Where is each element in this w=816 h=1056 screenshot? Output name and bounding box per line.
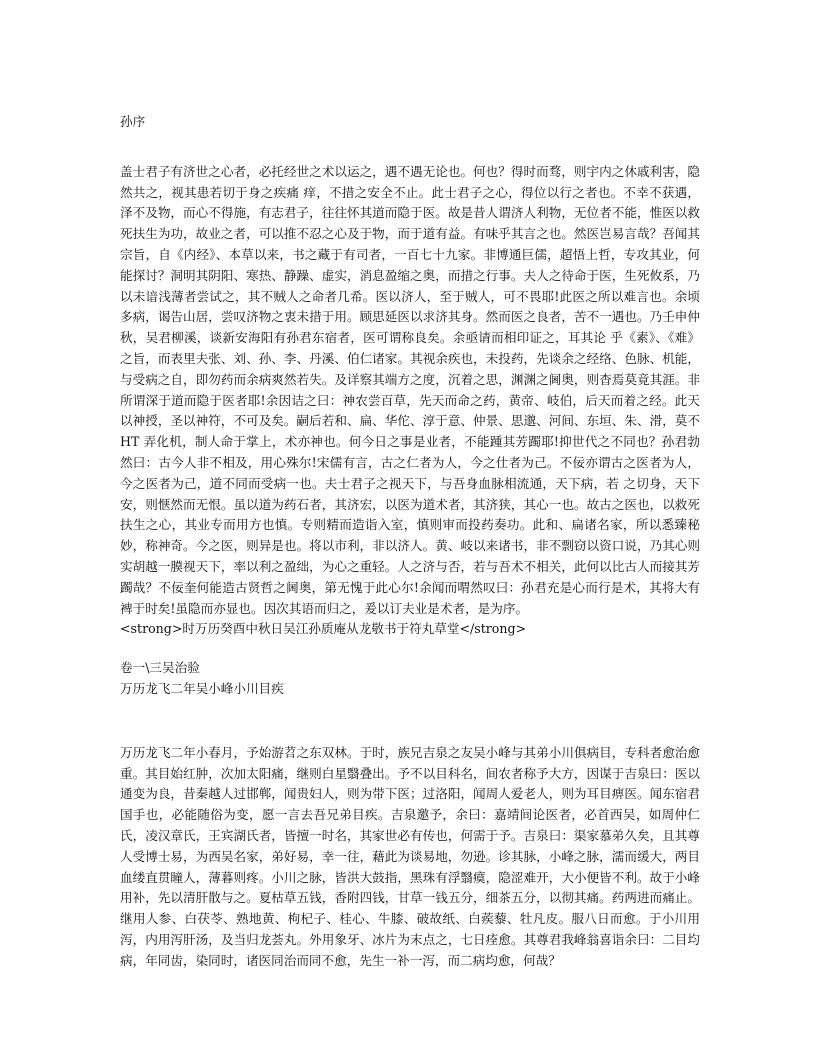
document-page xyxy=(120,112,700,971)
case-body: 万历龙飞二年小春月，予始游苕之东双林。于时，族兄吉泉之友吴小峰与其弟小川俱病目，专科者愈治愈重。其目始红肿，次加太阳痛，继则白星翳叠出。予不以目科名，间农者称予大方，因谋于吉泉曰：医以通变为良，昔秦越人过邯郸，闻贵妇人，则为带下医；过洛阳，闻周人爱老人，则为耳目痹医。闻东宿君国手也，必能随俗为变，愿一言去吾兄弟目疾。吉泉邀予，余曰：嘉靖间论医者，必首西吴，如周仲仁氏，凌汉章氏，王宾湖氏者，皆擅一时名，其家世必有传也，何需于予。吉泉曰：渠家慕弟久矣，且其尊人受博士易，为西吴名家，弟好易，幸一往，藉此为谈易地，勿逊。诊其脉，小峰之脉，濡而缓大，两目血缕直贯瞳人，薄暮则疼。小川之脉，皆洪大鼓指，黑珠有浮翳瘼，隐涩难开，大小便皆不利。故于小峰用补，先以清肝散与之。夏枯草五钱，香附四钱，甘草一钱五分，细茶五分，以彻其痛。药两进而痛止。继用人参、白茯苓、熟地黄、枸杞子、桂心、牛膝、破故纸、白蒺藜、牡凡皮。服八日而愈。于小川用泻，内用泻肝汤，及当归龙荟丸。外用象牙、冰片为末点之，七日痊愈。其尊君我峰翁喜诣余曰：二目均病，年同齿，染同时，诸医同治而同不愈，先生一补一泻，而二病均愈，何哉？ xyxy=(120,744,700,968)
preface-signature: <strong>时万历癸酉中秋日吴江孙质庵从龙敬书于符丸草堂</strong> xyxy=(120,621,527,637)
preface-body: 盖士君子有济世之心者，必托经世之术以运之，遇不遇无论也。何也？得时而骛，则宇内之休戚利害，隐然共之，视其患若切于身之疾痛 痒，不措之安全不止。此士君子之心，得位以行之者也。不幸不获遇，泽不及物，而心不得施，有志君子，往往怀其道而隐于医。故是昔人谓济人利物，无位者不能，惟医以救死扶生为功，故业之者，可以推不忍之心及于物，而于道有益。有味乎其言之也。然医岂易言哉？吾闻其宗旨，自《内经》、本草以来，书之藏于有司者，一百七十九家。非博通巨儒，超悟上哲，专攻其业，何能探讨？洞明其阴阳、寒热、静躁、虚实，消息盈缩之奥，而措之行事。夫人之待命于医，生死攸系，乃以未谙浅薄者尝试之，其不贼人之命者几希。医以济人，至于贼人，可不畏耶!此医之所以难言也。余顷多病，谒告山居，尝叹济物之衷未措于用。顾思延医以求济其身。然而医之良者，苦不一遇也。乃壬申仲秋，吴君柳溪，谈新安海阳有孙君东宿者，医可谓称良矣。余亟请而相印证之，耳其论 乎《素》、《难》之旨，而表里夫张、刘、孙、李、丹溪、伯仁诸家。其视余疾也，未投药，先谈余之经络、色脉、机能，与受病之自，即勿药而余病爽然若失。及详察其端方之度，沉着之思，渊渊之阃奥，则杳焉莫竟其涯。非所谓深于道而隐于医者耶!余因诘之曰：神农尝百草，先天而命之药，黄帝、岐伯，后天而着之经。此天以神授，圣以神符，不可及矣。嗣后若和、扁、华佗、淳于意、仲景、思邈、河间、东垣、朱、滑，莫不 HT 弄化机，制人命于掌上，术亦神也。何今日之事是业者，不能踵其芳躅耶!抑世代之不同也？孙君勃然曰：古今人非不相及，用心殊尔!宋儒有言，古之仁者为人，今之仕者为己。不佞亦谓古之医者为人，今之医者为己，道不同而受病一也。夫士君子之视天下，与吾身血脉相流通，天下病，若 之切身，天下安，则惬然而无恨。虽以道为药石者，其济宏，以医为道术者，其济狭，其心一也。故古之医也，以救死扶生之心，其业专而用方也慎。专则精而造诣入室，慎则审而投药奏功。此和、扁诸名家，所以悉臻秘妙，称神奇。今之医，则异是也。将以市利，非以济人。黄、岐以来诸书，非不剽窃以资口说，乃其心则实胡越一膜视天下，率以利之盈绌，为心之重轻。人之济与否，若与吾术不相关，此何以比古人而接其芳躅哉？不佞奎何能造古贤哲之阃奥，第无愧于此心尔!余闻而喟然叹曰：孙君充是心而行是术，其将大有裨于时矣!虽隐而亦显也。因次其语而归之，爰以订夫业是术者，是为序。 xyxy=(120,163,700,616)
volume-header xyxy=(120,658,700,700)
preface-title: 孙序 xyxy=(120,114,146,129)
case-title: 万历龙飞二年吴小峰小川目疾 xyxy=(120,680,284,696)
volume-title: 卷一\三吴治验 xyxy=(120,660,200,676)
